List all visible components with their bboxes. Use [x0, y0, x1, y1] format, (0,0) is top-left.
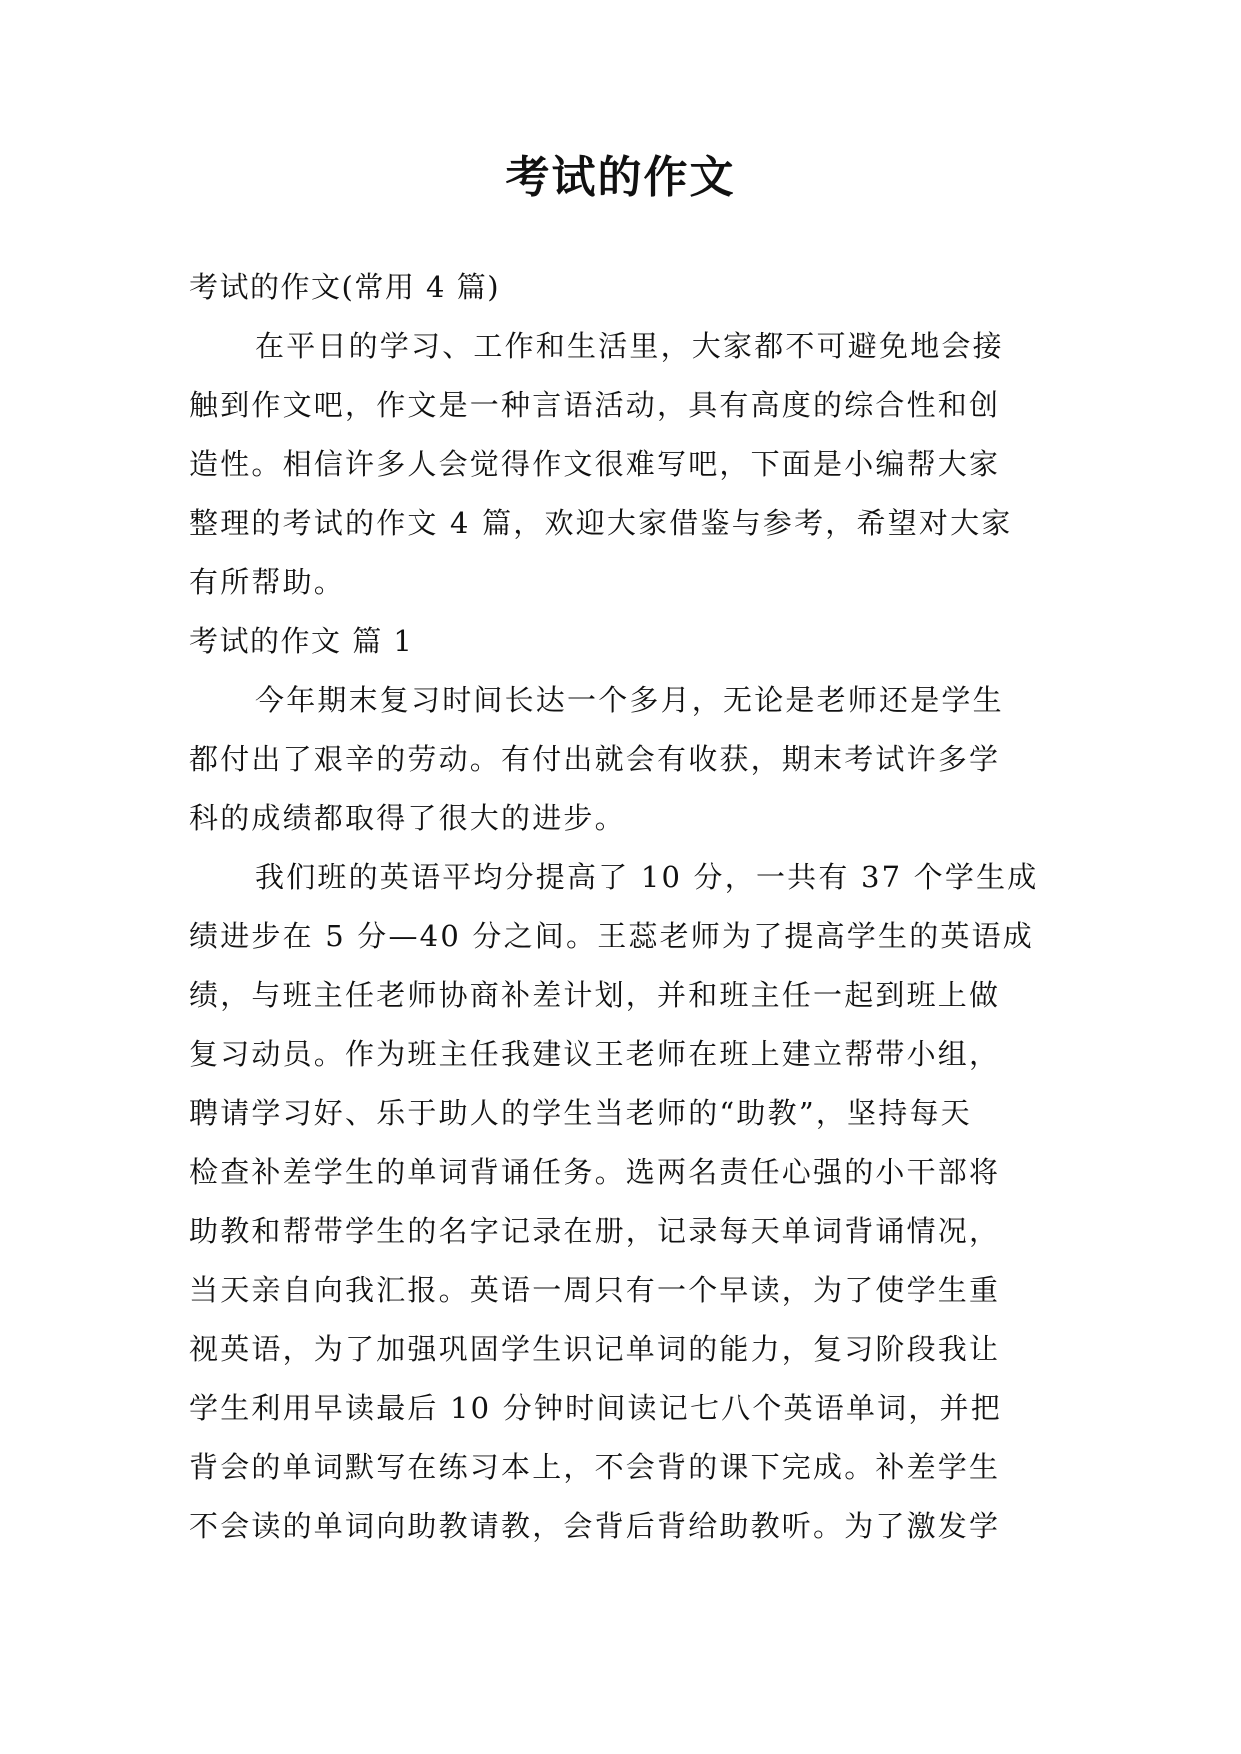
paragraph-line: 绩进步在 5 分—40 分之间。王蕊老师为了提高学生的英语成: [189, 919, 1035, 953]
paragraph-line: 聘请学习好、乐于助人的学生当老师的“助教”，坚持每天: [189, 1096, 972, 1130]
paragraph-line: 当天亲自向我汇报。英语一周只有一个早读，为了使学生重: [189, 1273, 1001, 1307]
paragraph-line: 检查补差学生的单词背诵任务。选两名责任心强的小干部将: [189, 1155, 1001, 1189]
intro-line: 有所帮助。: [189, 565, 346, 599]
paragraph-line: 视英语，为了加强巩固学生识记单词的能力，复习阶段我让: [189, 1332, 1001, 1366]
paragraph-line: 都付出了艰辛的劳动。有付出就会有收获，期末考试许多学: [189, 742, 1001, 776]
intro-line: 触到作文吧，作文是一种言语活动，具有高度的综合性和创: [189, 388, 1001, 422]
document-subtitle: 考试的作文(常用 4 篇): [189, 270, 501, 304]
paragraph-line: 今年期末复习时间长达一个多月，无论是老师还是学生: [255, 683, 1004, 717]
intro-paragraph: [189, 317, 1061, 612]
section-heading: 考试的作文 篇 1: [189, 624, 414, 658]
paragraph-line: 绩，与班主任老师协商补差计划，并和班主任一起到班上做: [189, 978, 1001, 1012]
paragraph-1: [189, 671, 1061, 848]
paragraph-line: 科的成绩都取得了很大的进步。: [189, 801, 626, 835]
paragraph-line: 不会读的单词向助教请教，会背后背给助教听。为了激发学: [189, 1509, 1001, 1543]
paragraph-line: 我们班的英语平均分提高了 10 分，一共有 37 个学生成: [255, 860, 1039, 894]
paragraph-2: [189, 848, 1061, 1556]
paragraph-line: 学生利用早读最后 10 分钟时间读记七八个英语单词，并把: [189, 1391, 1002, 1425]
intro-line: 在平日的学习、工作和生活里，大家都不可避免地会接: [255, 329, 1004, 363]
paragraph-line: 背会的单词默写在练习本上，不会背的课下完成。补差学生: [189, 1450, 1001, 1484]
document-body: [189, 258, 1061, 1556]
intro-line: 整理的考试的作文 4 篇，欢迎大家借鉴与参考，希望对大家: [189, 506, 1013, 540]
paragraph-line: 助教和帮带学生的名字记录在册，记录每天单词背诵情况，: [189, 1214, 1001, 1248]
document-title: 考试的作文: [505, 152, 736, 203]
paragraph-line: 复习动员。作为班主任我建议王老师在班上建立帮带小组，: [189, 1037, 1001, 1071]
intro-line: 造性。相信许多人会觉得作文很难写吧，下面是小编帮大家: [189, 447, 1001, 481]
